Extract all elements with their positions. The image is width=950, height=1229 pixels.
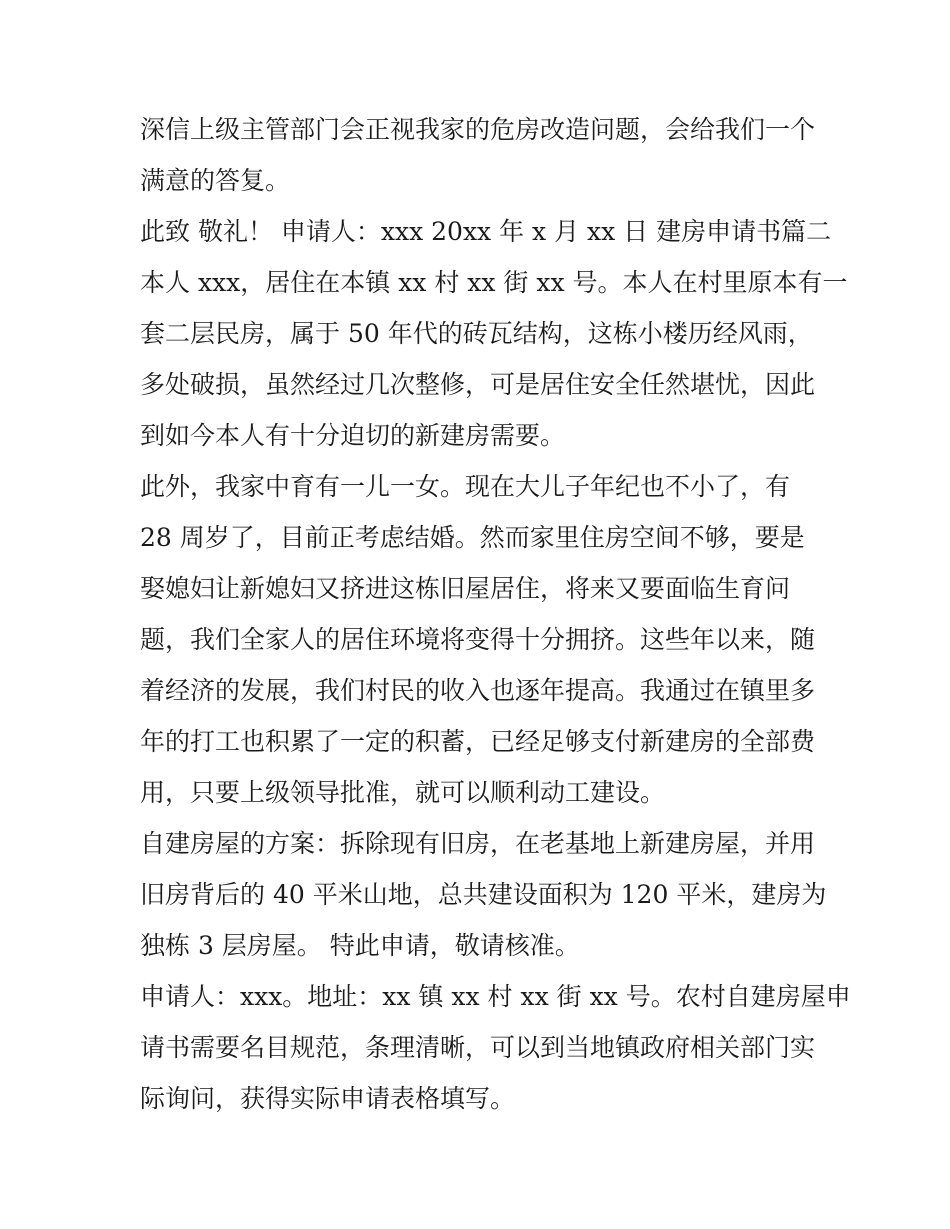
text-line: 本人 xxx，居住在本镇 xx 村 xx 街 xx 号。本人在村里原本有一 [140, 268, 848, 297]
text-line: 深信上级主管部门会正视我家的危房改造问题，会给我们一个 [140, 115, 816, 144]
text-line: 套二层民房，属于 50 年代的砖瓦结构，这栋小楼历经风雨， [140, 319, 813, 348]
text-line: 此外，我家中育有一儿一女。现在大儿子年纪也不小了，有 [140, 472, 791, 501]
text-line: 用，只要上级领导批准，就可以顺利动工建设。 [140, 778, 666, 807]
text-line: 际询问，获得实际申请表格填写。 [140, 1084, 516, 1113]
text-line: 请书需要名目规范，条理清晰，可以到当地镇政府相关部门实 [140, 1033, 816, 1062]
text-line: 此致 敬礼！ 申请人：xxx 20xx 年 x 月 xx 日 建房申请书篇二 [140, 217, 832, 246]
body-text [140, 104, 851, 1124]
text-line: 多处破损，虽然经过几次整修，可是居住安全任然堪忧，因此 [140, 370, 816, 399]
text-line: 年的打工也积累了一定的积蓄，已经足够支付新建房的全部费 [140, 727, 816, 756]
text-line: 娶媳妇让新媳妇又挤进这栋旧屋居住，将来又要面临生育问 [140, 574, 791, 603]
text-line: 到如今本人有十分迫切的新建房需要。 [140, 421, 566, 450]
text-line: 自建房屋的方案：拆除现有旧房，在老基地上新建房屋，并用 [140, 829, 816, 858]
text-line: 题，我们全家人的居住环境将变得十分拥挤。这些年以来，随 [140, 625, 816, 654]
text-line: 旧房背后的 40 平米山地，总共建设面积为 120 平米，建房为 [140, 880, 827, 909]
text-line: 满意的答复。 [140, 166, 291, 195]
text-line: 独栋 3 层房屋。 特此申请，敬请核准。 [140, 931, 580, 960]
text-line: 申请人：xxx。地址：xx 镇 xx 村 xx 街 xx 号。农村自建房屋申 [140, 982, 851, 1011]
text-line: 着经济的发展，我们村民的收入也逐年提高。我通过在镇里多 [140, 676, 816, 705]
text-line: 28 周岁了，目前正考虑结婚。然而家里住房空间不够，要是 [140, 523, 805, 552]
